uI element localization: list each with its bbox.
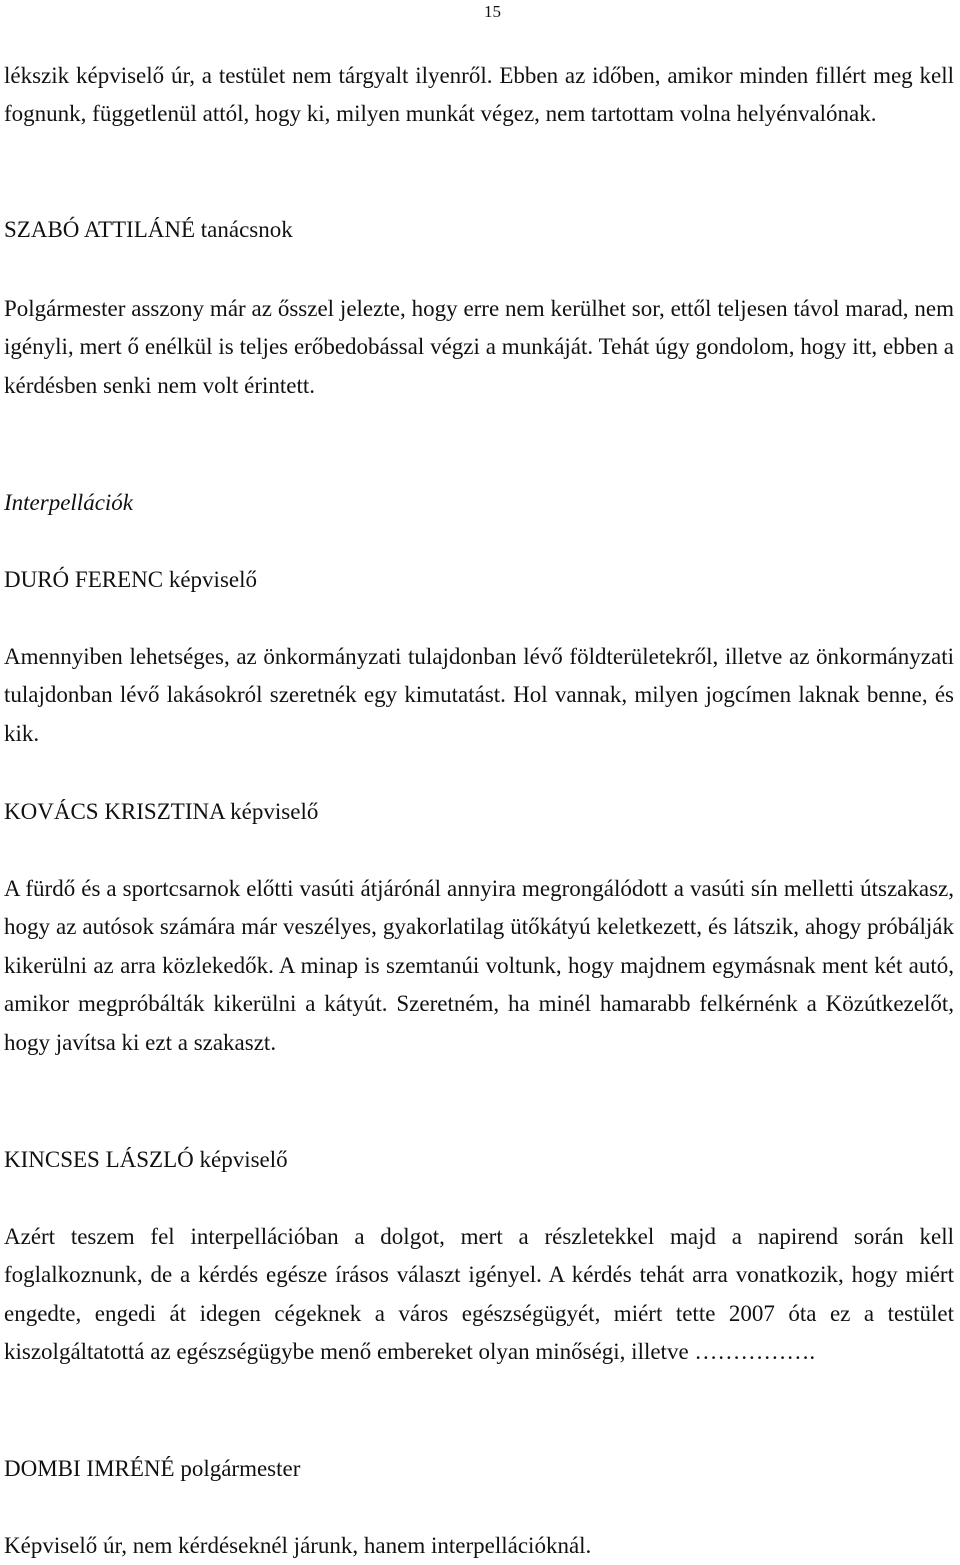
speaker-kovacs-krisztina: KOVÁCS KRISZTINA képviselő (4, 799, 319, 824)
paragraph-continuation: lékszik képviselő úr, a testület nem tárgyalt ilyenről. Ebben az időben, amikor minden fillért meg kell fognunk, függetlenül attól, hogy ki, milyen munkát végez, nem tartottam volna helyénvalónak. (4, 63, 954, 127)
paragraph-kincses-laszlo: Azért teszem fel interpellációban a dolgot, mert a részletekkel majd a napirend során kell foglalkoznunk, de a kérdés egésze írásos választ igényel. A kérdés tehát arra vonatkozik, hogy miért engedte, engedi át idegen cégeknek a város egészségügyét, miért tette 2007 óta ez a testület kiszolgáltatottá az egészségügybe menő embereket olyan minőségi, illetve ……………. (4, 1224, 954, 1365)
speaker-duro-ferenc: DURÓ FERENC képviselő (4, 567, 257, 592)
speaker-kincses-laszlo: KINCSES LÁSZLÓ képviselő (4, 1147, 288, 1172)
section-heading-interpellaciok: Interpellációk (4, 490, 134, 515)
paragraph-kovacs-krisztina: A fürdő és a sportcsarnok előtti vasúti átjárónál annyira megrongálódott a vasúti sín melletti útszakasz, hogy az autósok számára már veszélyes, gyakorlatilag ütőkátyú keletkezett, és látszik, ahogy próbálják kikerülni az arra közlekedők. A minap is szemtanúi voltunk, hogy majdnem egymásnak ment két autó, amikor megpróbálták kikerülni a kátyút. Szeretném, ha minél hamarabb felkérnénk a Közútkezelőt, hogy javítsa ki ezt a szakaszt. (4, 876, 954, 1055)
speaker-dombi-imrene: DOMBI IMRÉNÉ polgármester (4, 1456, 301, 1481)
paragraph-duro-ferenc: Amennyiben lehetséges, az önkormányzati tulajdonban lévő földterületekről, illetve az önkormányzati tulajdonban lévő lakásokról szeretnék egy kimutatást. Hol vannak, milyen jogcímen laknak benne, és kik. (4, 644, 954, 746)
paragraph-szabo-attilane: Polgármester asszony már az ősszel jelezte, hogy erre nem kerülhet sor, ettől teljesen távol marad, nem igényli, mert ő enélkül is teljes erőbedobással végzi a munkáját. Tehát úgy gondolom, hogy itt, ebben a kérdésben senki nem volt érintett. (4, 296, 954, 398)
paragraph-dombi-imrene: Képviselő úr, nem kérdéseknél járunk, hanem interpellációknál. (4, 1533, 592, 1558)
speaker-szabo-attilane: SZABÓ ATTILÁNÉ tanácsnok (4, 217, 293, 242)
page-number: 15 (484, 2, 501, 21)
